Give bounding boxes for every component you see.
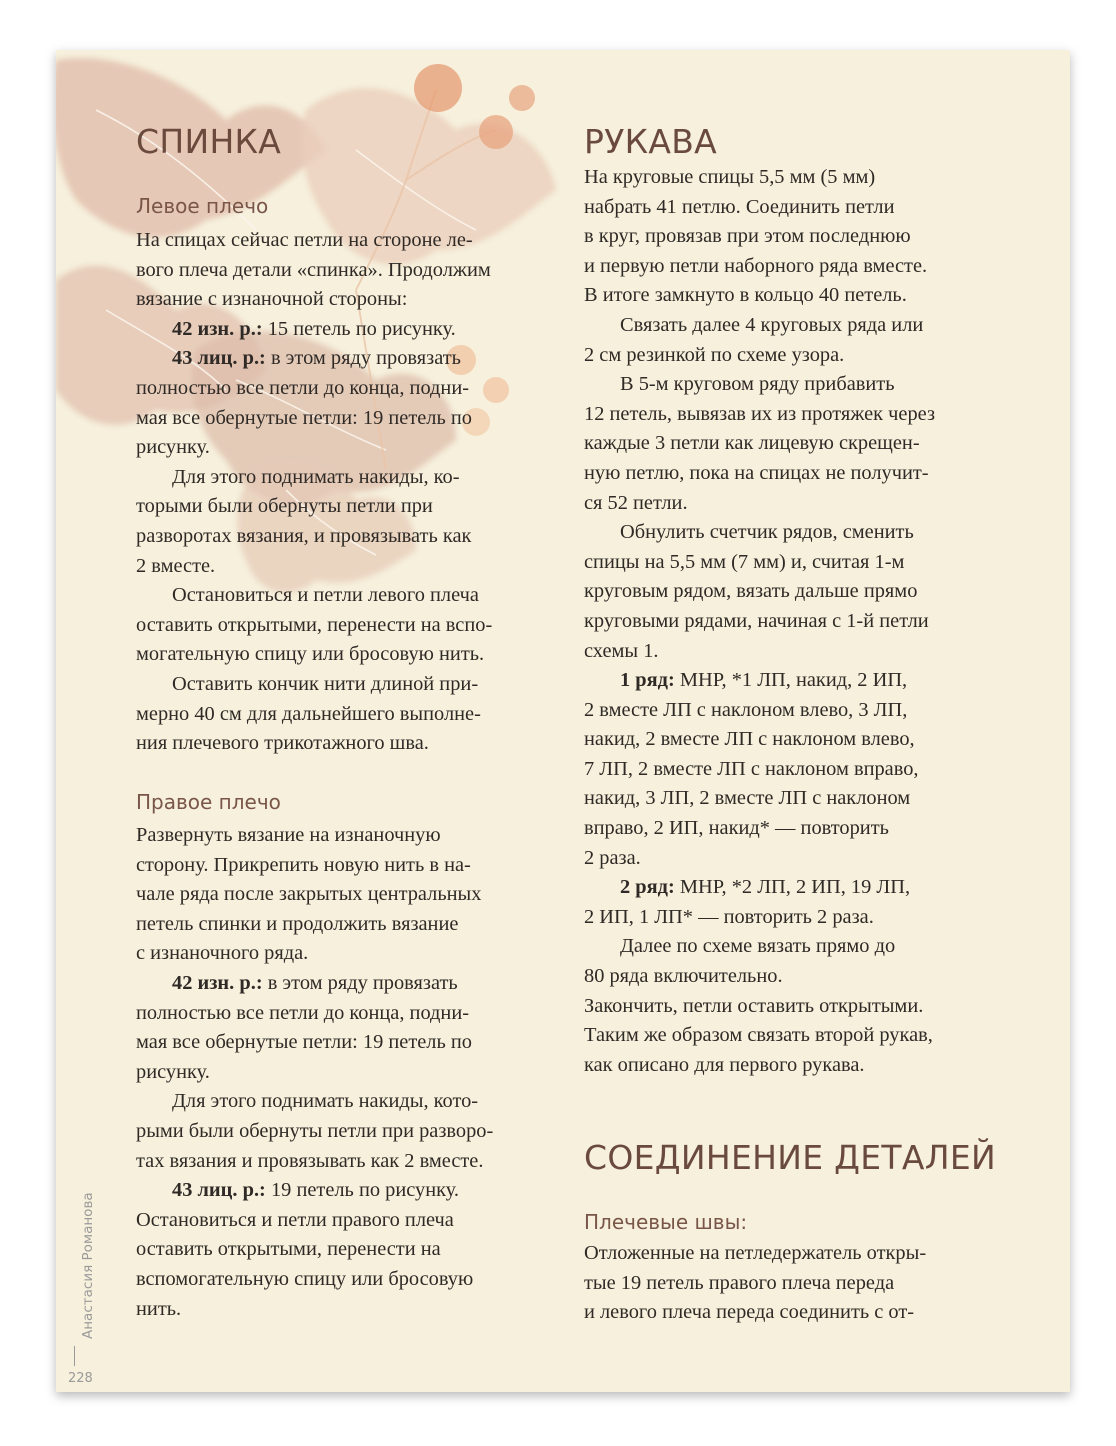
line-text: рисунку. [136, 436, 210, 459]
text-line [136, 285, 492, 315]
text-line [584, 518, 935, 548]
shoulder-seams-text [584, 1239, 926, 1328]
line-text: 2 раза. [584, 846, 641, 869]
text-line [136, 463, 492, 493]
left-shoulder-text [136, 226, 492, 759]
line-text: В 5-м круговом ряду прибавить [620, 373, 895, 396]
line-text: тые 19 петель правого плеча переда [584, 1271, 895, 1294]
line-text: накид, 3 ЛП, 2 вместе ЛП с наклоном [584, 787, 911, 810]
row-label: 42 изн. р.: [172, 971, 263, 994]
subtitle-left-shoulder: Левое плечо [136, 194, 269, 218]
text-line [584, 577, 935, 607]
row-label: 1 ряд: [620, 669, 675, 692]
text-line [584, 607, 935, 637]
text-line [584, 1051, 935, 1081]
line-text: МНР, *1 ЛП, накид, 2 ИП, [674, 669, 908, 692]
line-text: петель спинки и продолжить вязание [136, 912, 459, 935]
line-text: вого плеча детали «спинка». Продолжим [136, 258, 491, 281]
line-text: и левого плеча переда соединить с от- [584, 1301, 915, 1324]
text-line [136, 581, 492, 611]
text-line [584, 489, 935, 519]
text-line [584, 932, 935, 962]
line-text: как описано для первого рукава. [584, 1053, 865, 1076]
text-line [584, 1298, 926, 1328]
line-text: схемы 1. [584, 639, 659, 662]
text-line [584, 222, 935, 252]
line-text: Далее по схеме вязать прямо до [620, 935, 896, 958]
text-line [584, 873, 935, 903]
text-line [136, 910, 493, 940]
row-label: 43 лиц. р.: [172, 1179, 266, 1202]
text-line [584, 814, 935, 844]
text-line [136, 939, 493, 969]
line-text: 7 ЛП, 2 вместе ЛП с наклоном вправо, [584, 757, 919, 780]
text-line [136, 226, 492, 256]
text-line [136, 1117, 493, 1147]
text-line [136, 700, 492, 730]
text-line [584, 281, 935, 311]
line-text: оставить открытыми, перенести на вспо- [136, 613, 493, 636]
text-line [584, 252, 935, 282]
line-text: Таким же образом связать второй рукав, [584, 1024, 933, 1047]
text-line [136, 552, 492, 582]
book-page [56, 50, 1070, 1392]
text-line [584, 548, 935, 578]
side-divider [74, 1346, 75, 1366]
text-line [136, 1235, 493, 1265]
right-shoulder-text [136, 821, 493, 1324]
line-text: Остановиться и петли правого плеча [136, 1208, 454, 1231]
page-number: 228 [68, 1371, 93, 1386]
text-line [136, 256, 492, 286]
text-line [136, 522, 492, 552]
section-title-rukava: РУКАВА [584, 122, 718, 161]
author-name: Анастасия Романова [80, 1192, 96, 1339]
text-line [584, 400, 935, 430]
line-text: ся 52 петли. [584, 491, 688, 514]
line-text: с изнаночного ряда. [136, 942, 309, 965]
text-line [584, 1021, 935, 1051]
line-text: Связать далее 4 круговых ряда или [620, 313, 924, 336]
line-text: мая все обернутые петли: 19 петель по [136, 1031, 472, 1054]
row-label: 2 ряд: [620, 876, 675, 899]
text-line [136, 851, 493, 881]
line-text: набрать 41 петлю. Соединить петли [584, 195, 895, 218]
text-line [584, 755, 935, 785]
line-text: в этом ряду провязать [265, 347, 461, 370]
sleeves-text [584, 163, 935, 1080]
text-line [136, 670, 492, 700]
line-text: чале ряда после закрытых центральных [136, 883, 482, 906]
text-line [584, 341, 935, 371]
line-text: мая все обернутые петли: 19 петель по [136, 406, 472, 429]
text-line [136, 1206, 493, 1236]
text-line [584, 992, 935, 1022]
line-text: Для этого поднимать накиды, кото- [172, 1090, 479, 1113]
line-text: рисунку. [136, 1060, 210, 1083]
subtitle-shoulder-seams: Плечевые швы: [584, 1210, 748, 1234]
line-text: нить. [136, 1297, 182, 1320]
text-line [584, 725, 935, 755]
line-text: полностью все петли до конца, подни- [136, 1001, 470, 1024]
line-text: в круг, провязав при этом последнюю [584, 225, 911, 248]
line-text: круговыми рядами, начиная с 1-й петли [584, 609, 929, 632]
row-label: 42 изн. р.: [172, 317, 263, 340]
line-text: 19 петель по рисунку. [265, 1179, 460, 1202]
line-text: 12 петель, вывязав их из протяжек через [584, 402, 936, 425]
line-text: Отложенные на петледержатель откры- [584, 1242, 927, 1264]
section-title-joining: СОЕДИНЕНИЕ ДЕТАЛЕЙ [584, 1138, 996, 1177]
line-text: тах вязания и провязывать как 2 вместе. [136, 1149, 484, 1172]
line-text: могательную спицу или бросовую нить. [136, 643, 485, 666]
text-line [136, 821, 493, 851]
text-line [584, 637, 935, 667]
text-line [584, 163, 935, 193]
line-text: В итоге замкнуто в кольцо 40 петель. [584, 284, 907, 307]
line-text: вспомогательную спицу или бросовую [136, 1267, 474, 1290]
line-text: сторону. Прикрепить новую нить в на- [136, 853, 471, 876]
line-text: полностью все петли до конца, подни- [136, 376, 470, 399]
text-line [136, 969, 493, 999]
line-text: На спицах сейчас петли на стороне ле- [136, 229, 473, 251]
text-line [584, 696, 935, 726]
line-text: На круговые спицы 5,5 мм (5 мм) [584, 166, 876, 188]
line-text: круговым рядом, вязать дальше прямо [584, 580, 918, 603]
line-text: МНР, *2 ЛП, 2 ИП, 19 ЛП, [674, 876, 911, 899]
text-line [136, 640, 492, 670]
line-text: вправо, 2 ИП, накид* — повторить [584, 817, 889, 840]
line-text: 80 ряда включительно. [584, 965, 783, 988]
text-line [584, 784, 935, 814]
line-text: Остановиться и петли левого плеча [172, 584, 479, 607]
text-line [136, 1087, 493, 1117]
text-line [136, 1058, 493, 1088]
subtitle-right-shoulder: Правое плечо [136, 790, 281, 814]
line-text: ния плечевого трикотажного шва. [136, 732, 429, 755]
text-line [136, 374, 492, 404]
line-text: Обнулить счетчик рядов, сменить [620, 521, 914, 544]
text-line [136, 1295, 493, 1325]
text-line [584, 1239, 926, 1269]
text-line [584, 311, 935, 341]
text-line [136, 611, 492, 641]
text-line [136, 1176, 493, 1206]
line-text: рыми были обернуты петли при разворо- [136, 1119, 494, 1142]
line-text: и первую петли наборного ряда вместе. [584, 254, 928, 277]
line-text: каждые 3 петли как лицевую скрещен- [584, 432, 920, 455]
text-line [136, 880, 493, 910]
text-line [136, 1147, 493, 1177]
line-text: мерно 40 см для дальнейшего выполне- [136, 702, 481, 725]
line-text: 2 вместе. [136, 554, 216, 577]
line-text: 2 вместе ЛП с наклоном влево, 3 ЛП, [584, 698, 908, 721]
line-text: в этом ряду провязать [262, 971, 458, 994]
text-line [136, 315, 492, 345]
text-line [584, 459, 935, 489]
text-line [136, 492, 492, 522]
text-line [136, 433, 492, 463]
text-line [584, 429, 935, 459]
text-line [136, 1028, 493, 1058]
text-line [584, 370, 935, 400]
line-text: Для этого поднимать накиды, ко- [172, 465, 460, 488]
line-text: Оставить кончик нити длиной при- [172, 672, 479, 695]
line-text: Закончить, петли оставить открытыми. [584, 994, 924, 1017]
line-text: ную петлю, пока на спицах не получит- [584, 461, 929, 484]
text-line [136, 404, 492, 434]
line-text: спицы на 5,5 мм (7 мм) и, считая 1-м [584, 550, 905, 573]
text-line [584, 666, 935, 696]
text-line [584, 962, 935, 992]
line-text: оставить открытыми, перенести на [136, 1238, 441, 1261]
text-line [136, 999, 493, 1029]
text-line [136, 729, 492, 759]
line-text: накид, 2 вместе ЛП с наклоном влево, [584, 728, 915, 751]
line-text: Развернуть вязание на изнаночную [136, 824, 441, 846]
text-line [584, 903, 935, 933]
line-text: 2 см резинкой по схеме узора. [584, 343, 845, 366]
line-text: разворотах вязания, и провязывать как [136, 524, 472, 547]
text-line [584, 193, 935, 223]
text-line [584, 844, 935, 874]
row-label: 43 лиц. р.: [172, 347, 266, 370]
section-title-spinka: СПИНКА [136, 122, 282, 161]
line-text: торыми были обернуты петли при [136, 495, 433, 518]
line-text: 15 петель по рисунку. [262, 317, 456, 340]
text-line [136, 344, 492, 374]
line-text: 2 ИП, 1 ЛП* — повторить 2 раза. [584, 905, 874, 928]
line-text: вязание с изнаночной стороны: [136, 288, 408, 311]
text-line [584, 1269, 926, 1299]
text-line [136, 1265, 493, 1295]
